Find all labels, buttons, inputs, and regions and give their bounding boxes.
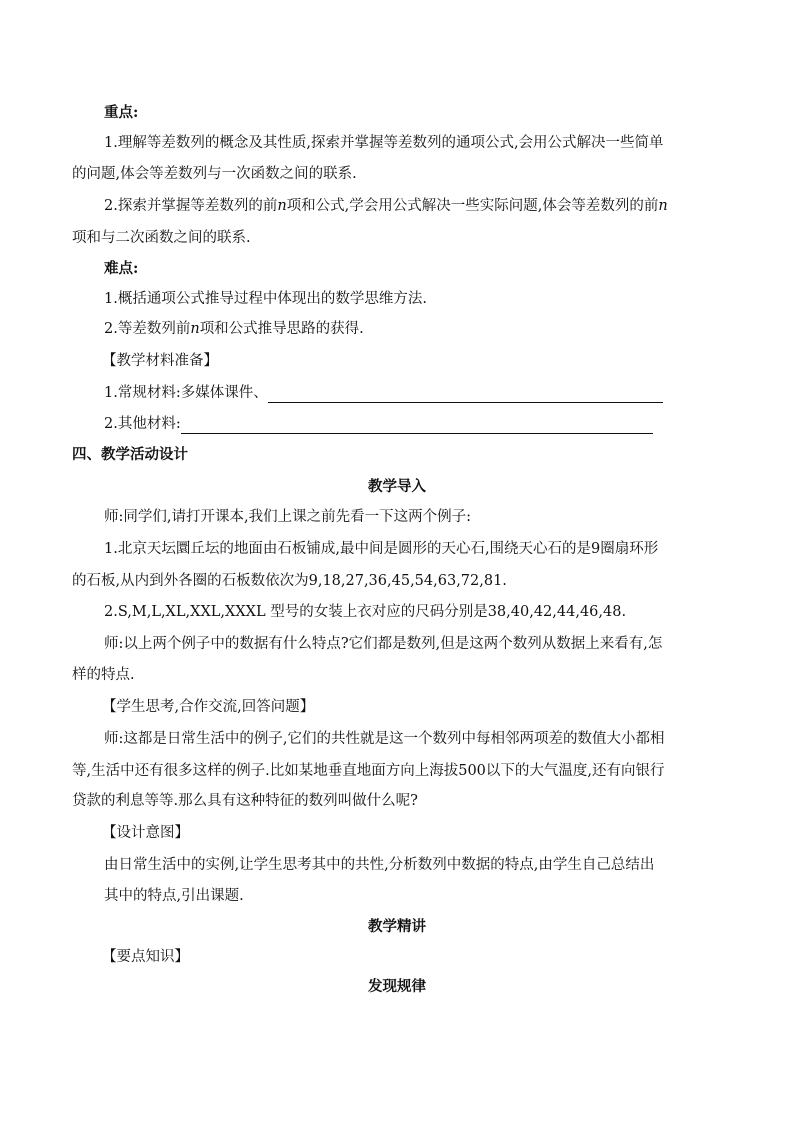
intro-p5: 【学生思考,合作交流,回答问题】 [102,699,315,715]
intro-p8-line2: 其中的特点,引出课题. [104,888,244,904]
difficult-item2-text-b: 项和公式推导思路的获得. [199,321,364,337]
materials-item1 [104,383,663,403]
intro-p7: 【设计意图】 [102,825,189,841]
materials-item1-label: 1.常规材料:多媒体课件、 [104,385,268,401]
lecture-title: 教学精讲 [368,918,426,935]
key-item2-line2: 项和与二次函数之间的联系. [72,230,251,246]
key-item2-text-b: 项和公式,学会用公式解决一些实际问题,体会等差数列的前 [286,198,659,214]
intro-p1: 师:同学们,请打开课本,我们上课之前先看一下这两个例子: [104,509,471,525]
intro-p8-line1: 由日常生活中的实例,让学生思考其中的共性,分析数列中数据的特点,由学生自己总结出 [104,857,655,873]
intro-p4-line1: 师:以上两个例子中的数据有什么特点?它们都是数列,但是这两个数列从数据上来看有,怎 [104,636,663,652]
difficult-points-heading: 难点: [104,260,139,277]
fill-in-blank-line [181,419,653,434]
section4-heading: 四、教学活动设计 [72,446,188,463]
materials-item2-label: 2.其他材料: [104,416,181,432]
intro-p6-line2: 等,生活中还有很多这样的例子.比如某地垂直地面方向上海拔500以下的大气温度,还有向银行 [72,763,665,779]
variable-n: n [658,198,668,214]
key-item1-line2: 的问题,体会等差数列与一次函数之间的联系. [72,166,357,182]
difficult-item2 [104,319,364,339]
materials-heading: 【教学材料准备】 [102,353,218,369]
intro-title: 教学导入 [368,478,426,495]
key-item2-text-a: 2.探索并掌握等差数列的前 [104,198,278,214]
materials-item2 [104,414,653,434]
intro-p2-line1: 1.北京天坛圜丘坛的地面由石板铺成,最中间是圆形的天心石,围绕天心石的是9圈扇环形 [104,541,659,557]
key-points-heading: 重点: [104,104,139,121]
difficult-item1: 1.概括通项公式推导过程中体现出的数学思维方法. [104,291,427,307]
intro-p4-line2: 样的特点. [72,667,135,683]
fill-in-blank-line [268,388,663,403]
intro-p6-line3: 贷款的利息等等.那么具有这种特征的数列叫做什么呢? [72,793,418,809]
key-knowledge-heading: 【要点知识】 [102,949,189,965]
variable-n: n [190,321,200,337]
key-item2-line1 [104,196,668,216]
lecture-subtitle: 发现规律 [368,978,426,995]
intro-p6-line1: 师:这都是日常生活中的例子,它们的共性就是这一个数列中每相邻两项差的数值大小都相 [104,731,665,747]
variable-n: n [277,198,287,214]
key-item1-line1: 1.理解等差数列的概念及其性质,探索并掌握等差数列的通项公式,会用公式解决一些简单 [104,135,664,151]
intro-p2-line2: 的石板,从内到外各圈的石板数依次为9,18,27,36,45,54,63,72,81. [72,573,507,589]
intro-p3: 2.S,M,L,XL,XXL,XXXL 型号的女装上衣对应的尺码分别是38,40,42,44,46,48. [104,604,627,620]
difficult-item2-text-a: 2.等差数列前 [104,321,191,337]
